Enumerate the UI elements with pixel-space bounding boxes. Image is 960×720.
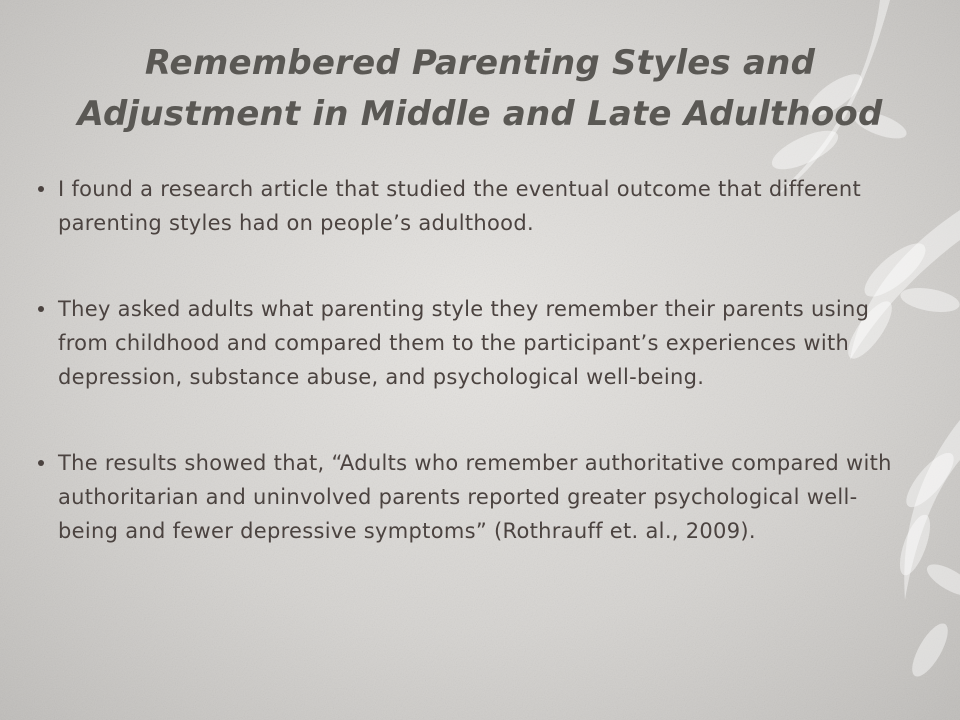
bullet-dot-icon [38, 306, 44, 312]
bullet-text: I found a research article that studied the eventual outcome that different parenting styles had on people’s adulthood. [58, 177, 862, 235]
bullet-list [58, 172, 908, 548]
bullet-item [58, 292, 908, 394]
bullet-text: The results showed that, “Adults who remember authoritative compared with authoritarian and uninvolved parents reported greater psychological well-being and fewer depressive symptoms” (Rothrauff et. al., 2009). [58, 451, 892, 543]
slide-title: Remembered Parenting Styles and Adjustment in Middle and Late Adulthood [77, 43, 883, 134]
bullet-item [58, 172, 908, 240]
bullet-text: They asked adults what parenting style they remember their parents using from childhood and compared them to the participant’s experiences with depression, substance abuse, and psychological well-being. [58, 297, 870, 389]
bullet-dot-icon [38, 186, 44, 192]
bullet-dot-icon [38, 460, 44, 466]
bullet-item [58, 446, 908, 548]
